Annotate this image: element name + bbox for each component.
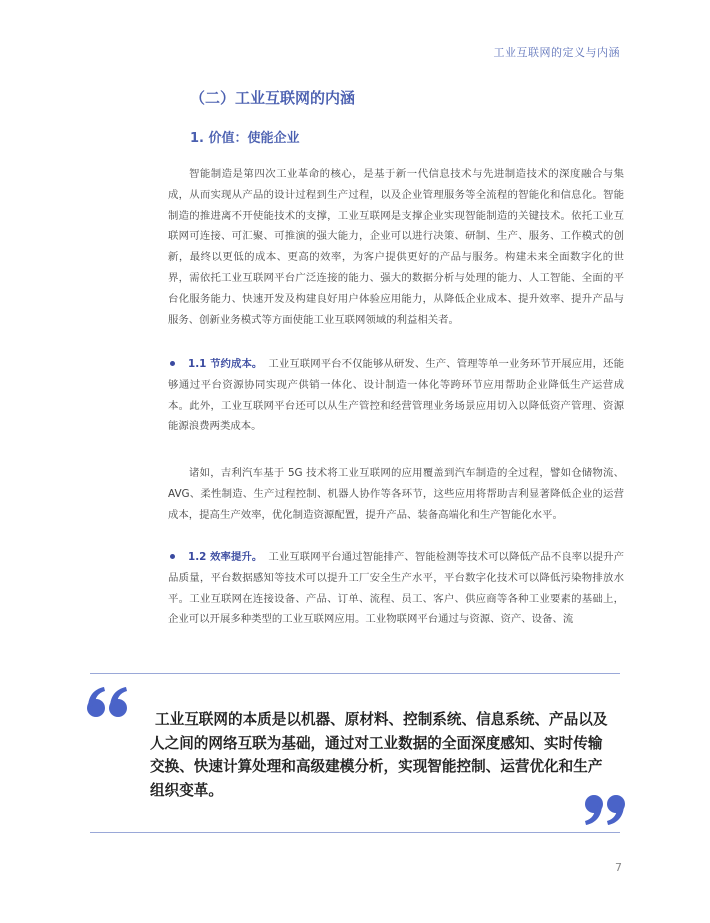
paragraph-intro: 智能制造是第四次工业革命的核心，是基于新一代信息技术与先进制造技术的深度融合与集成，从而实现从产品的设计过程到生产过程，以及企业管理服务等全流程的智能化和信息化。智能制造的推进离不开使能技术的支撑，工业互联网是支撑企业实现智能制造的关键技术。依托工业互联网可连接、可汇聚、可推演的强大能力，企业可以进行决策、研制、生产、服务、工作模式的创新，最终以更低的成本、更高的效率，为客户提供更好的产品与服务。构建未来全面数字化的世界，需依托工业互联网平台广泛连接的能力、强大的数据分析与处理的能力、人工智能、全面的平台化服务能力、快速开发及构建良好用户体验应用能力，从降低企业成本、提升效率、提升产品与服务、创新业务模式等方面使能工业互联网领域的利益相关者。 [168, 168, 624, 326]
paragraph-cost-saving [168, 354, 624, 437]
paragraph-efficiency [168, 547, 624, 630]
quote-divider-bottom [90, 832, 620, 833]
bullet-body-efficiency: 工业互联网平台通过智能排产、智能检测等技术可以降低产品不良率以提升产品质量，平台数据感知等技术可以提升工厂安全生产水平，平台数字化技术可以降低污染物排放水平。工业互联网在连接设备、产品、订单、流程、员工、客户、供应商等各种工业要素的基础上，企业可以开展多种类型的工业互联网应用。工业物联网平台通过与资源、资产、设备、流 [168, 551, 624, 626]
page-number: 7 [615, 861, 622, 874]
quote-divider-top [90, 673, 620, 674]
bullet-dot-icon [170, 361, 175, 366]
paragraph-geely-example: 诸如，吉利汽车基于 5G 技术将工业互联网的应用覆盖到汽车制造的全过程，譬如仓储物流、AVG、柔性制造、生产过程控制、机器人协作等各环节，这些应用将帮助吉利显著降低企业的运营成本，提高生产效率，优化制造资源配置，提升产品、装备高端化和生产智能化水平。 [168, 467, 624, 521]
running-header: 工业互联网的定义与内涵 [493, 46, 620, 59]
section-title: （二）工业互联网的内涵 [190, 89, 356, 107]
close-quote-icon [582, 792, 626, 826]
bullet-lead-cost: 1.1 节约成本。 [188, 358, 263, 370]
pull-quote-text: 工业互联网的本质是以机器、原材料、控制系统、信息系统、产品以及人之间的网络互联为基础，通过对工业数据的全面深度感知、实时传输交换、快速计算处理和高级建模分析，实现智能控制、运营优化和生产组织变革。 [150, 711, 608, 799]
pull-quote [150, 708, 608, 802]
open-quote-icon [86, 686, 130, 720]
bullet-dot-icon [170, 554, 175, 559]
bullet-lead-efficiency: 1.2 效率提升。 [188, 551, 263, 563]
subsection-title: 1. 价值：使能企业 [190, 131, 300, 146]
bullet-body-cost: 工业互联网平台不仅能够从研发、生产、管理等单一业务环节开展应用，还能够通过平台资源协同实现产供销一体化、设计制造一体化等跨环节应用帮助企业降低生产运营成本。此外，工业互联网平台还可以从生产管控和经营管理业务场景应用切入以降低资产管理、资源能源浪费两类成本。 [168, 358, 624, 433]
